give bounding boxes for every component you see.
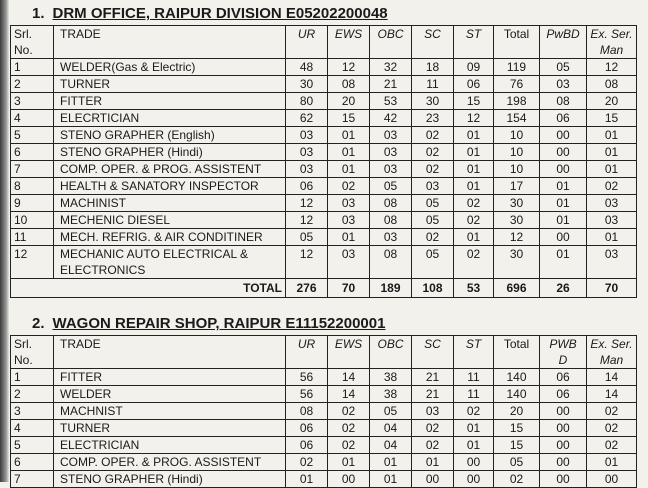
table-row <box>11 454 637 471</box>
cell-obc: 03 <box>370 161 412 178</box>
header-trade: TRADE <box>54 26 286 59</box>
cell-ur: 03 <box>286 144 328 161</box>
cell-sc: 23 <box>412 110 454 127</box>
header-pwbd: PWB D <box>540 336 587 369</box>
cell-exser: 01 <box>587 127 637 144</box>
cell-ur: 12 <box>286 212 328 229</box>
cell-obc: 03 <box>370 229 412 246</box>
cell-trade: HEALTH & SANATORY INSPECTOR <box>54 178 286 195</box>
cell-pwbd: 01 <box>540 195 587 212</box>
cell-pwbd: 00 <box>540 127 587 144</box>
cell-st: 01 <box>454 420 494 437</box>
header-total: Total <box>494 26 540 59</box>
cell-ews: 00 <box>328 471 370 488</box>
table-row <box>11 110 637 127</box>
cell-pwbd: 00 <box>540 471 587 488</box>
cell-srl: 7 <box>11 161 54 178</box>
cell-st: 11 <box>454 386 494 403</box>
cell-srl: 3 <box>11 93 54 110</box>
cell-trade: FITTER <box>54 93 286 110</box>
cell-ur: 56 <box>286 369 328 386</box>
table-row <box>11 420 637 437</box>
cell-obc: 53 <box>370 93 412 110</box>
cell-trade: ELECTRICIAN <box>54 437 286 454</box>
cell-obc: 04 <box>370 437 412 454</box>
cell-exser: 03 <box>587 212 637 229</box>
cell-total: 10 <box>494 161 540 178</box>
header-pwbd: PwBD <box>540 26 587 59</box>
cell-srl: 1 <box>11 369 54 386</box>
cell-exser: 14 <box>587 369 637 386</box>
total-exser: 70 <box>587 279 637 298</box>
cell-total: 15 <box>494 437 540 454</box>
cell-sc: 03 <box>412 403 454 420</box>
cell-total: 05 <box>494 454 540 471</box>
cell-sc: 05 <box>412 195 454 212</box>
cell-srl: 5 <box>11 437 54 454</box>
cell-total: 140 <box>494 386 540 403</box>
cell-srl: 9 <box>11 195 54 212</box>
table-row <box>11 386 637 403</box>
cell-trade: STENO GRAPHER (English) <box>54 127 286 144</box>
cell-pwbd: 00 <box>540 161 587 178</box>
total-label: TOTAL <box>11 279 286 298</box>
cell-total: 15 <box>494 420 540 437</box>
cell-exser: 08 <box>587 76 637 93</box>
cell-st: 01 <box>454 437 494 454</box>
cell-sc: 02 <box>412 229 454 246</box>
table-row <box>11 76 637 93</box>
cell-exser: 15 <box>587 110 637 127</box>
header-ews: EWS <box>328 336 370 369</box>
cell-exser: 02 <box>587 178 637 195</box>
cell-pwbd: 00 <box>540 454 587 471</box>
cell-exser: 01 <box>587 454 637 471</box>
cell-exser: 03 <box>587 195 637 212</box>
cell-pwbd: 06 <box>540 386 587 403</box>
cell-st: 12 <box>454 110 494 127</box>
cell-total: 76 <box>494 76 540 93</box>
total-total: 696 <box>494 279 540 298</box>
header-ews: EWS <box>328 26 370 59</box>
cell-ews: 20 <box>328 93 370 110</box>
cell-srl: 10 <box>11 212 54 229</box>
cell-total: 154 <box>494 110 540 127</box>
header-trade: TRADE <box>54 336 286 369</box>
cell-exser: 03 <box>587 246 637 279</box>
cell-exser: 01 <box>587 229 637 246</box>
header-st: ST <box>454 26 494 59</box>
cell-ews: 02 <box>328 420 370 437</box>
cell-obc: 08 <box>370 212 412 229</box>
section-number: 1. <box>32 5 45 22</box>
cell-ur: 03 <box>286 127 328 144</box>
cell-total: 10 <box>494 144 540 161</box>
cell-exser: 12 <box>587 59 637 76</box>
cell-obc: 03 <box>370 127 412 144</box>
cell-srl: 11 <box>11 229 54 246</box>
table-row <box>11 403 637 420</box>
cell-trade: COMP. OPER. & PROG. ASSISTENT <box>54 161 286 178</box>
cell-ews: 02 <box>328 403 370 420</box>
vacancy-table <box>10 335 637 488</box>
header-obc: OBC <box>370 336 412 369</box>
cell-st: 01 <box>454 127 494 144</box>
table-header-row <box>11 26 637 59</box>
cell-exser: 20 <box>587 93 637 110</box>
cell-ur: 01 <box>286 471 328 488</box>
cell-total: 02 <box>494 471 540 488</box>
cell-st: 01 <box>454 229 494 246</box>
header-ur: UR <box>286 336 328 369</box>
cell-total: 30 <box>494 246 540 279</box>
cell-pwbd: 03 <box>540 76 587 93</box>
table-row <box>11 212 637 229</box>
cell-srl: 5 <box>11 127 54 144</box>
section-title: WAGON REPAIR SHOP, RAIPUR E11152200001 <box>52 315 386 332</box>
cell-srl: 6 <box>11 454 54 471</box>
table-row <box>11 471 637 488</box>
cell-sc: 05 <box>412 212 454 229</box>
cell-obc: 08 <box>370 246 412 279</box>
section-heading <box>10 3 637 25</box>
cell-ews: 12 <box>328 59 370 76</box>
cell-obc: 01 <box>370 454 412 471</box>
cell-trade: TURNER <box>54 76 286 93</box>
header-obc: OBC <box>370 26 412 59</box>
cell-total: 12 <box>494 229 540 246</box>
cell-pwbd: 06 <box>540 369 587 386</box>
cell-obc: 01 <box>370 471 412 488</box>
cell-srl: 4 <box>11 420 54 437</box>
cell-exser: 02 <box>587 420 637 437</box>
cell-st: 01 <box>454 161 494 178</box>
cell-obc: 04 <box>370 420 412 437</box>
cell-ews: 08 <box>328 76 370 93</box>
cell-srl: 3 <box>11 403 54 420</box>
cell-obc: 03 <box>370 144 412 161</box>
cell-sc: 30 <box>412 93 454 110</box>
cell-exser: 01 <box>587 161 637 178</box>
cell-ur: 30 <box>286 76 328 93</box>
cell-ur: 62 <box>286 110 328 127</box>
cell-trade: MECHENIC DIESEL <box>54 212 286 229</box>
cell-st: 15 <box>454 93 494 110</box>
total-ews: 70 <box>328 279 370 298</box>
cell-trade: FITTER <box>54 369 286 386</box>
cell-obc: 32 <box>370 59 412 76</box>
cell-srl: 1 <box>11 59 54 76</box>
cell-st: 02 <box>454 403 494 420</box>
cell-ur: 12 <box>286 195 328 212</box>
cell-ews: 14 <box>328 369 370 386</box>
header-st: ST <box>454 336 494 369</box>
cell-srl: 8 <box>11 178 54 195</box>
cell-trade: TURNER <box>54 420 286 437</box>
cell-pwbd: 01 <box>540 178 587 195</box>
cell-sc: 11 <box>412 76 454 93</box>
cell-ur: 02 <box>286 454 328 471</box>
cell-ur: 05 <box>286 229 328 246</box>
table-row <box>11 178 637 195</box>
cell-sc: 02 <box>412 420 454 437</box>
cell-ur: 56 <box>286 386 328 403</box>
table-row <box>11 161 637 178</box>
cell-trade: MACHNIST <box>54 403 286 420</box>
section-wagon-repair-shop <box>10 313 637 488</box>
cell-total: 198 <box>494 93 540 110</box>
cell-srl: 2 <box>11 76 54 93</box>
table-row <box>11 437 637 454</box>
cell-pwbd: 05 <box>540 59 587 76</box>
cell-pwbd: 00 <box>540 144 587 161</box>
cell-trade: WELDER(Gas & Electric) <box>54 59 286 76</box>
header-total: Total <box>494 336 540 369</box>
table-header-row <box>11 336 637 369</box>
cell-ur: 08 <box>286 403 328 420</box>
cell-ews: 01 <box>328 127 370 144</box>
cell-pwbd: 08 <box>540 93 587 110</box>
cell-total: 30 <box>494 212 540 229</box>
cell-exser: 14 <box>587 386 637 403</box>
cell-total: 140 <box>494 369 540 386</box>
cell-obc: 21 <box>370 76 412 93</box>
cell-ews: 03 <box>328 195 370 212</box>
header-srl: Srl. No. <box>11 26 54 59</box>
table-row <box>11 144 637 161</box>
cell-ews: 02 <box>328 178 370 195</box>
cell-total: 10 <box>494 127 540 144</box>
cell-trade: MECH. REFRIG. & AIR CONDITINER <box>54 229 286 246</box>
header-sc: SC <box>412 26 454 59</box>
cell-pwbd: 00 <box>540 229 587 246</box>
cell-obc: 42 <box>370 110 412 127</box>
cell-st: 06 <box>454 76 494 93</box>
cell-trade: STENO GRAPHER (Hindi) <box>54 144 286 161</box>
table-row <box>11 93 637 110</box>
cell-ur: 48 <box>286 59 328 76</box>
cell-sc: 00 <box>412 471 454 488</box>
cell-ews: 15 <box>328 110 370 127</box>
vacancy-table <box>10 25 637 298</box>
cell-sc: 02 <box>412 437 454 454</box>
cell-ur: 12 <box>286 246 328 279</box>
cell-sc: 02 <box>412 144 454 161</box>
section-title: DRM OFFICE, RAIPUR DIVISION E05202200048 <box>52 5 388 22</box>
cell-sc: 21 <box>412 386 454 403</box>
cell-st: 02 <box>454 195 494 212</box>
cell-ur: 03 <box>286 161 328 178</box>
total-obc: 189 <box>370 279 412 298</box>
cell-ews: 01 <box>328 454 370 471</box>
cell-ur: 06 <box>286 420 328 437</box>
total-pwbd: 26 <box>540 279 587 298</box>
header-exserviceman: Ex. Ser. Man <box>587 336 637 369</box>
total-st: 53 <box>454 279 494 298</box>
cell-ews: 01 <box>328 144 370 161</box>
cell-total: 20 <box>494 403 540 420</box>
cell-trade: STENO GRAPHER (Hindi) <box>54 471 286 488</box>
section-number: 2. <box>32 315 45 332</box>
table-row <box>11 59 637 76</box>
cell-sc: 02 <box>412 127 454 144</box>
cell-pwbd: 00 <box>540 437 587 454</box>
cell-exser: 00 <box>587 471 637 488</box>
table-row <box>11 246 637 279</box>
section-drm-office <box>10 3 637 298</box>
cell-sc: 05 <box>412 246 454 279</box>
cell-sc: 18 <box>412 59 454 76</box>
cell-pwbd: 00 <box>540 420 587 437</box>
cell-obc: 08 <box>370 195 412 212</box>
cell-ur: 06 <box>286 178 328 195</box>
cell-st: 01 <box>454 178 494 195</box>
total-row <box>11 279 637 298</box>
cell-pwbd: 06 <box>540 110 587 127</box>
cell-srl: 6 <box>11 144 54 161</box>
cell-st: 02 <box>454 212 494 229</box>
table-row <box>11 369 637 386</box>
cell-obc: 05 <box>370 403 412 420</box>
cell-srl: 4 <box>11 110 54 127</box>
cell-sc: 01 <box>412 454 454 471</box>
cell-st: 01 <box>454 144 494 161</box>
cell-st: 00 <box>454 454 494 471</box>
cell-ur: 06 <box>286 437 328 454</box>
cell-srl: 12 <box>11 246 54 279</box>
cell-srl: 7 <box>11 471 54 488</box>
scanned-page-edge-shadow <box>0 0 9 482</box>
cell-total: 30 <box>494 195 540 212</box>
cell-obc: 38 <box>370 386 412 403</box>
table-row <box>11 127 637 144</box>
cell-trade: COMP. OPER. & PROG. ASSISTENT <box>54 454 286 471</box>
total-ur: 276 <box>286 279 328 298</box>
cell-pwbd: 01 <box>540 212 587 229</box>
cell-total: 119 <box>494 59 540 76</box>
cell-sc: 21 <box>412 369 454 386</box>
cell-exser: 01 <box>587 144 637 161</box>
header-exserviceman: Ex. Ser. Man <box>587 26 637 59</box>
cell-obc: 05 <box>370 178 412 195</box>
cell-sc: 03 <box>412 178 454 195</box>
cell-trade: WELDER <box>54 386 286 403</box>
cell-exser: 02 <box>587 437 637 454</box>
cell-ews: 14 <box>328 386 370 403</box>
header-ur: UR <box>286 26 328 59</box>
cell-pwbd: 01 <box>540 246 587 279</box>
cell-st: 09 <box>454 59 494 76</box>
cell-exser: 02 <box>587 403 637 420</box>
cell-sc: 02 <box>412 161 454 178</box>
cell-trade: ELECRTICIAN <box>54 110 286 127</box>
table-row <box>11 195 637 212</box>
header-sc: SC <box>412 336 454 369</box>
cell-ews: 03 <box>328 246 370 279</box>
cell-ews: 01 <box>328 229 370 246</box>
cell-st: 00 <box>454 471 494 488</box>
cell-trade: MACHINIST <box>54 195 286 212</box>
cell-st: 11 <box>454 369 494 386</box>
total-sc: 108 <box>412 279 454 298</box>
cell-pwbd: 00 <box>540 403 587 420</box>
cell-total: 17 <box>494 178 540 195</box>
cell-obc: 38 <box>370 369 412 386</box>
cell-ur: 80 <box>286 93 328 110</box>
cell-srl: 2 <box>11 386 54 403</box>
cell-ews: 02 <box>328 437 370 454</box>
cell-ews: 01 <box>328 161 370 178</box>
cell-st: 02 <box>454 246 494 279</box>
cell-ews: 03 <box>328 212 370 229</box>
cell-trade: MECHANIC AUTO ELECTRICAL & ELECTRONICS <box>54 246 286 279</box>
header-srl: Srl. No. <box>11 336 54 369</box>
table-row <box>11 229 637 246</box>
section-heading <box>10 313 637 335</box>
